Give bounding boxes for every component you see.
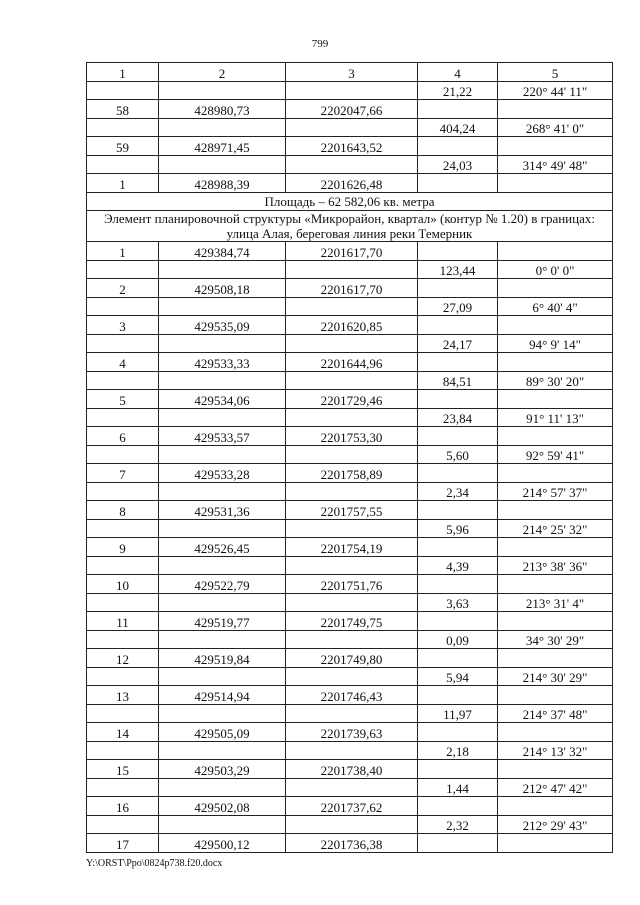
distance-cell: 24,17 — [418, 334, 498, 353]
direction-angle-cell: 214° 30' 29" — [498, 667, 613, 686]
x-coordinate-cell: 428988,39 — [159, 174, 286, 193]
direction-angle-cell — [498, 464, 613, 483]
direction-angle-cell: 212° 29' 43" — [498, 815, 613, 834]
x-coordinate-cell: 429508,18 — [159, 279, 286, 298]
segment-row — [87, 371, 613, 390]
distance-cell: 27,09 — [418, 297, 498, 316]
x-coordinate-cell: 428980,73 — [159, 100, 286, 119]
point-row — [87, 279, 613, 298]
point-number-cell: 7 — [87, 464, 159, 483]
direction-angle-cell — [498, 316, 613, 335]
point-row — [87, 538, 613, 557]
point-number-cell: 14 — [87, 723, 159, 742]
x-coordinate-cell — [159, 593, 286, 612]
segment-row — [87, 556, 613, 575]
segment-row — [87, 630, 613, 649]
x-coordinate-cell: 429533,28 — [159, 464, 286, 483]
point-row — [87, 760, 613, 779]
direction-angle-cell — [498, 100, 613, 119]
distance-cell — [418, 390, 498, 409]
x-coordinate-cell — [159, 630, 286, 649]
segment-row — [87, 741, 613, 760]
distance-cell — [418, 834, 498, 853]
direction-angle-cell: 214° 13' 32" — [498, 741, 613, 760]
direction-angle-cell: 314° 49' 48" — [498, 155, 613, 174]
point-number-cell: 3 — [87, 316, 159, 335]
point-number-cell — [87, 593, 159, 612]
distance-cell: 1,44 — [418, 778, 498, 797]
x-coordinate-cell — [159, 155, 286, 174]
point-number-cell — [87, 371, 159, 390]
point-row — [87, 797, 613, 816]
point-number-cell: 17 — [87, 834, 159, 853]
direction-angle-cell: 89° 30' 20" — [498, 371, 613, 390]
point-number-cell — [87, 118, 159, 137]
direction-angle-cell: 214° 25' 32" — [498, 519, 613, 538]
y-coordinate-cell: 2201754,19 — [286, 538, 418, 557]
y-coordinate-cell — [286, 778, 418, 797]
segment-row — [87, 667, 613, 686]
area-summary-row — [87, 192, 613, 211]
distance-cell: 23,84 — [418, 408, 498, 427]
header-cell: 4 — [418, 63, 498, 82]
distance-cell — [418, 575, 498, 594]
x-coordinate-cell: 429500,12 — [159, 834, 286, 853]
x-coordinate-cell — [159, 81, 286, 100]
segment-row — [87, 704, 613, 723]
table-header-row — [87, 63, 613, 82]
point-number-cell — [87, 741, 159, 760]
y-coordinate-cell: 2201643,52 — [286, 137, 418, 156]
y-coordinate-cell — [286, 704, 418, 723]
distance-cell: 24,03 — [418, 155, 498, 174]
direction-angle-cell — [498, 649, 613, 668]
x-coordinate-cell — [159, 297, 286, 316]
point-number-cell — [87, 556, 159, 575]
x-coordinate-cell — [159, 667, 286, 686]
point-number-cell: 1 — [87, 174, 159, 193]
point-row — [87, 390, 613, 409]
distance-cell: 2,32 — [418, 815, 498, 834]
point-number-cell: 10 — [87, 575, 159, 594]
distance-cell — [418, 279, 498, 298]
direction-angle-cell: 94° 9' 14" — [498, 334, 613, 353]
segment-row — [87, 815, 613, 834]
distance-cell: 5,60 — [418, 445, 498, 464]
point-number-cell: 12 — [87, 649, 159, 668]
y-coordinate-cell — [286, 593, 418, 612]
header-cell: 1 — [87, 63, 159, 82]
area-summary-text: Площадь – 62 582,06 кв. метра — [87, 192, 613, 211]
x-coordinate-cell: 429384,74 — [159, 242, 286, 261]
y-coordinate-cell — [286, 445, 418, 464]
direction-angle-cell — [498, 575, 613, 594]
direction-angle-cell — [498, 242, 613, 261]
direction-angle-cell: 214° 57' 37" — [498, 482, 613, 501]
distance-cell: 2,34 — [418, 482, 498, 501]
y-coordinate-cell: 2201749,80 — [286, 649, 418, 668]
direction-angle-cell — [498, 612, 613, 631]
x-coordinate-cell — [159, 556, 286, 575]
segment-row — [87, 778, 613, 797]
point-number-cell — [87, 667, 159, 686]
segment-row — [87, 445, 613, 464]
y-coordinate-cell — [286, 297, 418, 316]
direction-angle-cell — [498, 353, 613, 372]
direction-angle-cell: 92° 59' 41" — [498, 445, 613, 464]
point-number-cell: 15 — [87, 760, 159, 779]
y-coordinate-cell: 2201736,38 — [286, 834, 418, 853]
direction-angle-cell — [498, 137, 613, 156]
point-number-cell: 16 — [87, 797, 159, 816]
distance-cell — [418, 353, 498, 372]
x-coordinate-cell: 429531,36 — [159, 501, 286, 520]
point-number-cell: 5 — [87, 390, 159, 409]
y-coordinate-cell: 2201644,96 — [286, 353, 418, 372]
point-row — [87, 316, 613, 335]
y-coordinate-cell: 2201738,40 — [286, 760, 418, 779]
y-coordinate-cell: 2201626,48 — [286, 174, 418, 193]
point-number-cell: 59 — [87, 137, 159, 156]
point-row — [87, 100, 613, 119]
point-number-cell: 11 — [87, 612, 159, 631]
y-coordinate-cell: 2201746,43 — [286, 686, 418, 705]
x-coordinate-cell: 429505,09 — [159, 723, 286, 742]
segment-row — [87, 297, 613, 316]
direction-angle-cell — [498, 834, 613, 853]
point-number-cell — [87, 155, 159, 174]
direction-angle-cell: 213° 38' 36" — [498, 556, 613, 575]
point-number-cell — [87, 260, 159, 279]
x-coordinate-cell — [159, 118, 286, 137]
y-coordinate-cell — [286, 334, 418, 353]
y-coordinate-cell — [286, 260, 418, 279]
x-coordinate-cell — [159, 482, 286, 501]
x-coordinate-cell — [159, 519, 286, 538]
x-coordinate-cell: 429535,09 — [159, 316, 286, 335]
y-coordinate-cell: 2201737,62 — [286, 797, 418, 816]
direction-angle-cell: 268° 41' 0" — [498, 118, 613, 137]
segment-row — [87, 408, 613, 427]
y-coordinate-cell — [286, 408, 418, 427]
point-row — [87, 242, 613, 261]
coordinates-table-body — [87, 63, 613, 853]
x-coordinate-cell — [159, 371, 286, 390]
distance-cell — [418, 242, 498, 261]
y-coordinate-cell: 2202047,66 — [286, 100, 418, 119]
y-coordinate-cell — [286, 630, 418, 649]
point-number-cell — [87, 519, 159, 538]
distance-cell: 2,18 — [418, 741, 498, 760]
distance-cell: 11,97 — [418, 704, 498, 723]
x-coordinate-cell: 429533,33 — [159, 353, 286, 372]
y-coordinate-cell — [286, 556, 418, 575]
distance-cell: 84,51 — [418, 371, 498, 390]
header-cell: 3 — [286, 63, 418, 82]
point-number-cell — [87, 334, 159, 353]
y-coordinate-cell: 2201617,70 — [286, 242, 418, 261]
y-coordinate-cell — [286, 815, 418, 834]
segment-row — [87, 118, 613, 137]
direction-angle-cell — [498, 501, 613, 520]
point-number-cell — [87, 815, 159, 834]
distance-cell — [418, 797, 498, 816]
x-coordinate-cell — [159, 704, 286, 723]
distance-cell — [418, 100, 498, 119]
segment-row — [87, 155, 613, 174]
point-number-cell: 8 — [87, 501, 159, 520]
distance-cell: 404,24 — [418, 118, 498, 137]
direction-angle-cell — [498, 538, 613, 557]
point-number-cell: 6 — [87, 427, 159, 446]
page-number: 799 — [311, 38, 329, 50]
x-coordinate-cell — [159, 334, 286, 353]
x-coordinate-cell: 429519,84 — [159, 649, 286, 668]
direction-angle-cell — [498, 174, 613, 193]
distance-cell — [418, 612, 498, 631]
x-coordinate-cell: 429522,79 — [159, 575, 286, 594]
section-title-text: Элемент планировочной структуры «Микрорайон, квартал» (контур № 1.20) в границах: улица Алая, береговая линия реки Темерник — [87, 211, 613, 242]
segment-row — [87, 519, 613, 538]
x-coordinate-cell — [159, 741, 286, 760]
y-coordinate-cell — [286, 519, 418, 538]
y-coordinate-cell: 2201758,89 — [286, 464, 418, 483]
segment-row — [87, 334, 613, 353]
y-coordinate-cell — [286, 482, 418, 501]
point-row — [87, 686, 613, 705]
y-coordinate-cell: 2201729,46 — [286, 390, 418, 409]
x-coordinate-cell: 428971,45 — [159, 137, 286, 156]
y-coordinate-cell: 2201751,76 — [286, 575, 418, 594]
direction-angle-cell: 6° 40' 4" — [498, 297, 613, 316]
distance-cell — [418, 649, 498, 668]
direction-angle-cell — [498, 427, 613, 446]
direction-angle-cell: 91° 11' 13" — [498, 408, 613, 427]
distance-cell: 4,39 — [418, 556, 498, 575]
distance-cell — [418, 137, 498, 156]
distance-cell — [418, 686, 498, 705]
direction-angle-cell — [498, 390, 613, 409]
distance-cell: 123,44 — [418, 260, 498, 279]
x-coordinate-cell — [159, 260, 286, 279]
y-coordinate-cell: 2201617,70 — [286, 279, 418, 298]
y-coordinate-cell — [286, 667, 418, 686]
distance-cell: 5,94 — [418, 667, 498, 686]
y-coordinate-cell — [286, 371, 418, 390]
header-cell: 5 — [498, 63, 613, 82]
direction-angle-cell — [498, 797, 613, 816]
distance-cell — [418, 760, 498, 779]
point-number-cell — [87, 297, 159, 316]
y-coordinate-cell: 2201749,75 — [286, 612, 418, 631]
point-number-cell — [87, 482, 159, 501]
direction-angle-cell: 0° 0' 0" — [498, 260, 613, 279]
segment-row — [87, 260, 613, 279]
x-coordinate-cell: 429503,29 — [159, 760, 286, 779]
point-number-cell — [87, 81, 159, 100]
distance-cell: 21,22 — [418, 81, 498, 100]
point-number-cell — [87, 778, 159, 797]
point-row — [87, 834, 613, 853]
x-coordinate-cell: 429514,94 — [159, 686, 286, 705]
y-coordinate-cell — [286, 118, 418, 137]
point-number-cell: 13 — [87, 686, 159, 705]
point-row — [87, 137, 613, 156]
y-coordinate-cell — [286, 741, 418, 760]
point-number-cell: 4 — [87, 353, 159, 372]
point-row — [87, 575, 613, 594]
point-number-cell — [87, 630, 159, 649]
segment-row — [87, 482, 613, 501]
point-row — [87, 501, 613, 520]
point-row — [87, 649, 613, 668]
y-coordinate-cell — [286, 155, 418, 174]
distance-cell — [418, 501, 498, 520]
y-coordinate-cell — [286, 81, 418, 100]
x-coordinate-cell: 429519,77 — [159, 612, 286, 631]
point-number-cell — [87, 445, 159, 464]
distance-cell — [418, 538, 498, 557]
point-row — [87, 464, 613, 483]
direction-angle-cell — [498, 279, 613, 298]
direction-angle-cell: 34° 30' 29" — [498, 630, 613, 649]
section-title-row — [87, 211, 613, 242]
distance-cell: 3,63 — [418, 593, 498, 612]
x-coordinate-cell — [159, 445, 286, 464]
x-coordinate-cell: 429533,57 — [159, 427, 286, 446]
file-path-footer: Y:\ORST\Ppo\0824p738.f20.docx — [86, 858, 223, 869]
y-coordinate-cell: 2201620,85 — [286, 316, 418, 335]
distance-cell — [418, 427, 498, 446]
direction-angle-cell — [498, 686, 613, 705]
direction-angle-cell: 214° 37' 48" — [498, 704, 613, 723]
distance-cell: 5,96 — [418, 519, 498, 538]
distance-cell — [418, 464, 498, 483]
distance-cell — [418, 174, 498, 193]
direction-angle-cell — [498, 760, 613, 779]
point-number-cell: 9 — [87, 538, 159, 557]
point-number-cell — [87, 704, 159, 723]
x-coordinate-cell — [159, 778, 286, 797]
point-row — [87, 723, 613, 742]
x-coordinate-cell — [159, 815, 286, 834]
point-number-cell: 2 — [87, 279, 159, 298]
distance-cell: 0,09 — [418, 630, 498, 649]
direction-angle-cell: 220° 44' 11" — [498, 81, 613, 100]
direction-angle-cell: 213° 31' 4" — [498, 593, 613, 612]
y-coordinate-cell: 2201757,55 — [286, 501, 418, 520]
x-coordinate-cell: 429534,06 — [159, 390, 286, 409]
x-coordinate-cell: 429502,08 — [159, 797, 286, 816]
y-coordinate-cell: 2201753,30 — [286, 427, 418, 446]
point-row — [87, 612, 613, 631]
x-coordinate-cell: 429526,45 — [159, 538, 286, 557]
y-coordinate-cell: 2201739,63 — [286, 723, 418, 742]
point-number-cell: 58 — [87, 100, 159, 119]
direction-angle-cell — [498, 723, 613, 742]
segment-row — [87, 81, 613, 100]
point-row — [87, 174, 613, 193]
point-row — [87, 353, 613, 372]
point-number-cell — [87, 408, 159, 427]
distance-cell — [418, 316, 498, 335]
direction-angle-cell: 212° 47' 42" — [498, 778, 613, 797]
point-number-cell: 1 — [87, 242, 159, 261]
point-row — [87, 427, 613, 446]
coordinates-table — [86, 62, 613, 853]
x-coordinate-cell — [159, 408, 286, 427]
segment-row — [87, 593, 613, 612]
distance-cell — [418, 723, 498, 742]
header-cell: 2 — [159, 63, 286, 82]
